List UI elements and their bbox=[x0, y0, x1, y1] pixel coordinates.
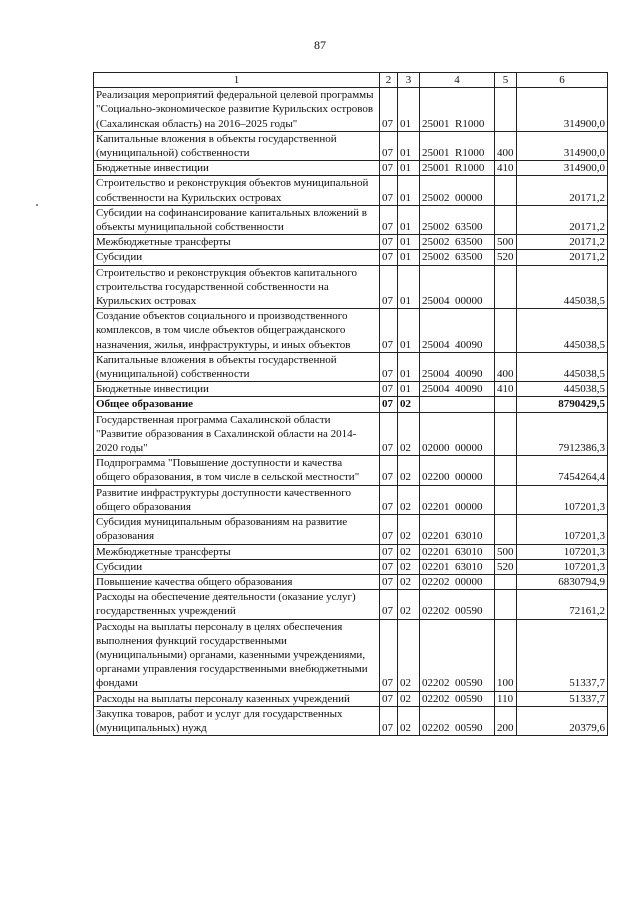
cell-name: Развитие инфраструктуры доступности качественного общего образования bbox=[94, 485, 380, 514]
cell-section: 07 bbox=[380, 590, 398, 619]
cell-code: 02202 00000 bbox=[420, 574, 495, 589]
table-row bbox=[94, 397, 608, 412]
cell-name: Создание объектов социального и производственного комплексов, в том числе объектов общегражданского назначения, жилья, инфраструктуры, и иных объектов bbox=[94, 309, 380, 353]
cell-amount: 107201,3 bbox=[517, 544, 608, 559]
cell-name: Расходы на выплаты персоналу казенных учреждений bbox=[94, 691, 380, 706]
table-row bbox=[94, 382, 608, 397]
cell-name: Расходы на обеспечение деятельности (оказание услуг) государственных учреждений bbox=[94, 590, 380, 619]
cell-section: 07 bbox=[380, 619, 398, 691]
cell-section: 07 bbox=[380, 131, 398, 160]
table-row bbox=[94, 706, 608, 735]
cell-type: 400 bbox=[495, 352, 517, 381]
cell-subsection: 01 bbox=[398, 309, 420, 353]
table-row bbox=[94, 544, 608, 559]
cell-section: 07 bbox=[380, 161, 398, 176]
cell-code: 25002 63500 bbox=[420, 235, 495, 250]
page-number: 87 bbox=[314, 38, 326, 52]
cell-code bbox=[420, 397, 495, 412]
cell-type bbox=[495, 456, 517, 485]
header-cell-name: 1 bbox=[94, 73, 380, 88]
cell-amount: 20171,2 bbox=[517, 176, 608, 205]
cell-amount: 314900,0 bbox=[517, 88, 608, 132]
cell-name: Субсидии на софинансирование капитальных вложений в объекты муниципальной собственности bbox=[94, 205, 380, 234]
cell-section: 07 bbox=[380, 309, 398, 353]
table-row bbox=[94, 590, 608, 619]
cell-name: Расходы на выплаты персоналу в целях обеспечения выполнения функций государственными (муниципальными) органами, казенными учреждениями, органами управления государственными внебюджетными фондами bbox=[94, 619, 380, 691]
cell-code: 25004 40090 bbox=[420, 382, 495, 397]
cell-type bbox=[495, 88, 517, 132]
table-row bbox=[94, 456, 608, 485]
cell-amount: 445038,5 bbox=[517, 382, 608, 397]
cell-section: 07 bbox=[380, 574, 398, 589]
cell-amount: 6830794,9 bbox=[517, 574, 608, 589]
table-row bbox=[94, 131, 608, 160]
cell-name: Бюджетные инвестиции bbox=[94, 382, 380, 397]
table-row bbox=[94, 412, 608, 456]
cell-section: 07 bbox=[380, 397, 398, 412]
cell-name: Строительство и реконструкция объектов муниципальной собственности на Курильских островах bbox=[94, 176, 380, 205]
cell-code: 25001 R1000 bbox=[420, 161, 495, 176]
cell-type: 500 bbox=[495, 544, 517, 559]
cell-type bbox=[495, 309, 517, 353]
cell-amount: 445038,5 bbox=[517, 309, 608, 353]
cell-section: 07 bbox=[380, 485, 398, 514]
cell-code: 02201 00000 bbox=[420, 485, 495, 514]
cell-type: 400 bbox=[495, 131, 517, 160]
cell-type: 410 bbox=[495, 161, 517, 176]
cell-type bbox=[495, 265, 517, 309]
cell-code: 02201 63010 bbox=[420, 544, 495, 559]
cell-subsection: 02 bbox=[398, 485, 420, 514]
cell-code: 02200 00000 bbox=[420, 456, 495, 485]
table-row bbox=[94, 559, 608, 574]
cell-amount: 107201,3 bbox=[517, 485, 608, 514]
cell-section: 07 bbox=[380, 205, 398, 234]
cell-subsection: 02 bbox=[398, 559, 420, 574]
cell-subsection: 01 bbox=[398, 250, 420, 265]
cell-name: Капитальные вложения в объекты государственной (муниципальной) собственности bbox=[94, 131, 380, 160]
cell-name: Строительство и реконструкция объектов капитального строительства государственной собственности на Курильских островах bbox=[94, 265, 380, 309]
cell-subsection: 01 bbox=[398, 131, 420, 160]
cell-subsection: 01 bbox=[398, 205, 420, 234]
cell-code: 02000 00000 bbox=[420, 412, 495, 456]
cell-subsection: 01 bbox=[398, 265, 420, 309]
cell-name: Закупка товаров, работ и услуг для государственных (муниципальных) нужд bbox=[94, 706, 380, 735]
cell-subsection: 01 bbox=[398, 161, 420, 176]
cell-amount: 51337,7 bbox=[517, 619, 608, 691]
cell-name: Государственная программа Сахалинской области "Развитие образования в Сахалинской области на 2014-2020 годы" bbox=[94, 412, 380, 456]
header-cell-amount: 6 bbox=[517, 73, 608, 88]
cell-name: Подпрограмма "Повышение доступности и качества общего образования, в том числе в сельской местности" bbox=[94, 456, 380, 485]
cell-type: 200 bbox=[495, 706, 517, 735]
cell-type: 110 bbox=[495, 691, 517, 706]
cell-amount: 445038,5 bbox=[517, 265, 608, 309]
cell-type bbox=[495, 515, 517, 544]
cell-name: Межбюджетные трансферты bbox=[94, 235, 380, 250]
cell-section: 07 bbox=[380, 88, 398, 132]
cell-amount: 51337,7 bbox=[517, 691, 608, 706]
cell-amount: 72161,2 bbox=[517, 590, 608, 619]
cell-name: Субсидия муниципальным образованиям на развитие образования bbox=[94, 515, 380, 544]
table-row bbox=[94, 352, 608, 381]
cell-name: Бюджетные инвестиции bbox=[94, 161, 380, 176]
table-row bbox=[94, 88, 608, 132]
cell-section: 07 bbox=[380, 691, 398, 706]
cell-amount: 445038,5 bbox=[517, 352, 608, 381]
cell-code: 02202 00590 bbox=[420, 706, 495, 735]
cell-code: 02202 00590 bbox=[420, 619, 495, 691]
cell-amount: 7454264,4 bbox=[517, 456, 608, 485]
cell-code: 25004 40090 bbox=[420, 309, 495, 353]
cell-type bbox=[495, 205, 517, 234]
table-row bbox=[94, 235, 608, 250]
cell-section: 07 bbox=[380, 250, 398, 265]
cell-subsection: 02 bbox=[398, 590, 420, 619]
cell-code: 02201 63010 bbox=[420, 559, 495, 574]
cell-name: Субсидии bbox=[94, 250, 380, 265]
cell-subsection: 01 bbox=[398, 352, 420, 381]
cell-name: Субсидии bbox=[94, 559, 380, 574]
cell-amount: 314900,0 bbox=[517, 131, 608, 160]
cell-code: 25004 00000 bbox=[420, 265, 495, 309]
cell-type: 500 bbox=[495, 235, 517, 250]
cell-section: 07 bbox=[380, 412, 398, 456]
cell-type: 410 bbox=[495, 382, 517, 397]
cell-type bbox=[495, 412, 517, 456]
header-cell-type: 5 bbox=[495, 73, 517, 88]
cell-code: 25001 R1000 bbox=[420, 131, 495, 160]
cell-subsection: 01 bbox=[398, 382, 420, 397]
cell-code: 25002 63500 bbox=[420, 205, 495, 234]
header-cell-code: 4 bbox=[420, 73, 495, 88]
cell-subsection: 02 bbox=[398, 706, 420, 735]
cell-amount: 20379,6 bbox=[517, 706, 608, 735]
cell-section: 07 bbox=[380, 265, 398, 309]
cell-amount: 7912386,3 bbox=[517, 412, 608, 456]
cell-section: 07 bbox=[380, 559, 398, 574]
cell-code: 25004 40090 bbox=[420, 352, 495, 381]
scan-speck bbox=[36, 204, 38, 206]
table-row bbox=[94, 309, 608, 353]
header-cell-section: 2 bbox=[380, 73, 398, 88]
cell-section: 07 bbox=[380, 456, 398, 485]
cell-amount: 20171,2 bbox=[517, 250, 608, 265]
budget-table bbox=[93, 72, 608, 736]
cell-code: 02202 00590 bbox=[420, 691, 495, 706]
cell-amount: 107201,3 bbox=[517, 559, 608, 574]
cell-subsection: 02 bbox=[398, 574, 420, 589]
cell-subsection: 02 bbox=[398, 412, 420, 456]
cell-subsection: 02 bbox=[398, 691, 420, 706]
table-row bbox=[94, 691, 608, 706]
cell-subsection: 01 bbox=[398, 176, 420, 205]
cell-subsection: 02 bbox=[398, 619, 420, 691]
cell-type: 100 bbox=[495, 619, 517, 691]
cell-name: Общее образование bbox=[94, 397, 380, 412]
cell-code: 25002 00000 bbox=[420, 176, 495, 205]
cell-name: Капитальные вложения в объекты государственной (муниципальной) собственности bbox=[94, 352, 380, 381]
cell-amount: 107201,3 bbox=[517, 515, 608, 544]
cell-name: Межбюджетные трансферты bbox=[94, 544, 380, 559]
cell-section: 07 bbox=[380, 176, 398, 205]
cell-section: 07 bbox=[380, 544, 398, 559]
table-row bbox=[94, 574, 608, 589]
table-row bbox=[94, 205, 608, 234]
cell-type bbox=[495, 590, 517, 619]
cell-type bbox=[495, 485, 517, 514]
cell-code: 25002 63500 bbox=[420, 250, 495, 265]
cell-code: 02201 63010 bbox=[420, 515, 495, 544]
cell-subsection: 02 bbox=[398, 397, 420, 412]
cell-name: Реализация мероприятий федеральной целевой программы "Социально-экономическое развитие Курильских островов (Сахалинская область) на 2016–2025 годы" bbox=[94, 88, 380, 132]
cell-type bbox=[495, 176, 517, 205]
table-row bbox=[94, 161, 608, 176]
header-cell-subsection: 3 bbox=[398, 73, 420, 88]
table-row bbox=[94, 515, 608, 544]
cell-code: 02202 00590 bbox=[420, 590, 495, 619]
cell-name: Повышение качества общего образования bbox=[94, 574, 380, 589]
table-row bbox=[94, 250, 608, 265]
cell-subsection: 01 bbox=[398, 235, 420, 250]
table-row bbox=[94, 485, 608, 514]
cell-type bbox=[495, 574, 517, 589]
cell-section: 07 bbox=[380, 706, 398, 735]
cell-subsection: 02 bbox=[398, 544, 420, 559]
cell-amount: 314900,0 bbox=[517, 161, 608, 176]
cell-subsection: 02 bbox=[398, 456, 420, 485]
header-row bbox=[94, 73, 608, 88]
cell-section: 07 bbox=[380, 235, 398, 250]
cell-subsection: 01 bbox=[398, 88, 420, 132]
cell-section: 07 bbox=[380, 515, 398, 544]
cell-amount: 20171,2 bbox=[517, 235, 608, 250]
cell-section: 07 bbox=[380, 382, 398, 397]
cell-type: 520 bbox=[495, 250, 517, 265]
cell-amount: 8790429,5 bbox=[517, 397, 608, 412]
cell-type bbox=[495, 397, 517, 412]
cell-subsection: 02 bbox=[398, 515, 420, 544]
table-row bbox=[94, 176, 608, 205]
table-row bbox=[94, 619, 608, 691]
cell-type: 520 bbox=[495, 559, 517, 574]
cell-amount: 20171,2 bbox=[517, 205, 608, 234]
cell-code: 25001 R1000 bbox=[420, 88, 495, 132]
cell-section: 07 bbox=[380, 352, 398, 381]
table-row bbox=[94, 265, 608, 309]
